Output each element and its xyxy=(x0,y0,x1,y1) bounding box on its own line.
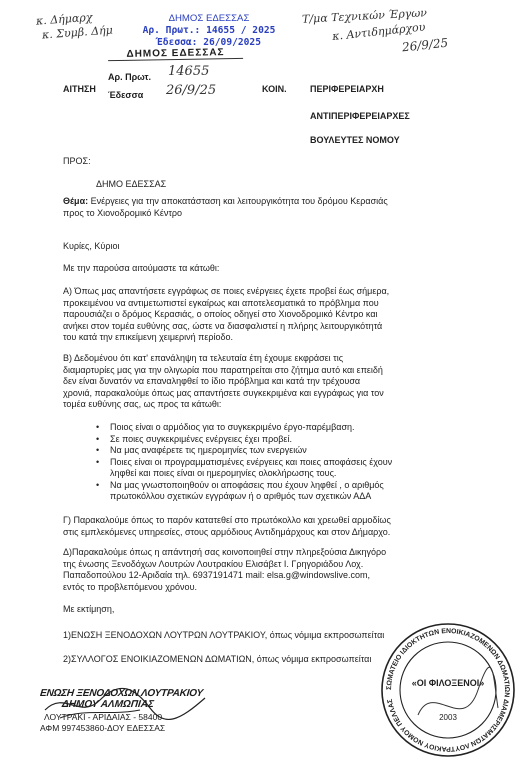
handwritten-note-line: κ. Συμβ. Δήμ xyxy=(41,23,114,42)
list-item: • Να μας αναφέρετε τις ημερομηνίες των ενεργειών xyxy=(110,445,500,457)
paragraph-line: του κατά την επικείμενη χειμερινή περίοδο. xyxy=(63,332,233,342)
subject xyxy=(63,196,493,219)
cc-recipient: ΒΟΥΛΕΥΤΕΣ ΝΟΜΟΥ xyxy=(310,135,400,145)
sender-stamp-line: ΑΦΜ 997453860-ΔΟΥ ΕΔΕΣΣΑΣ xyxy=(40,723,166,733)
paragraph-line: διαμαρτυρίες μας για την ολιγωρία που παρατηρείται στο ζήτημα αυτό και επειδή xyxy=(63,364,383,375)
handwritten-note-top-left xyxy=(36,12,113,40)
to-label: ΠΡΟΣ: xyxy=(63,156,91,166)
paragraph-line: δεν είναι δυνατόν να επαναληφθεί το ίδιο πρόβλημα και κατά την τρέχουσα xyxy=(63,376,361,386)
signature-scribble xyxy=(40,680,210,730)
seal-year: 2003 xyxy=(439,713,457,722)
closing: Με εκτίμηση, xyxy=(63,604,115,614)
ink-stamp-date-row xyxy=(108,83,243,100)
subject-label: Θέμα: xyxy=(63,196,89,206)
paragraph-line: εντός το προβλεπόμενου χρόνου. xyxy=(63,581,197,592)
handwritten-note-top-right xyxy=(302,8,448,53)
paragraph-b xyxy=(63,353,503,411)
sender-stamp-line: ΛΟΥΤΡΑΚΙ - ΑΡΙΔΑΙΑΣ - 58400 xyxy=(44,712,163,722)
paragraph-line: Γ) Παρακαλούμε όπως το παρόν κατατεθεί στο πρωτόκολλο και χρεωθεί αρμοδίως xyxy=(63,515,391,525)
signatory-1: 1)ΕΝΩΣΗ ΞΕΝΟΔΟΧΩΝ ΛΟΥΤΡΩΝ ΛΟΥΤΡΑΚΙΟΥ, όπως νόμιμα εκπροσωπείται xyxy=(63,630,385,640)
handwritten-note-line: κ. Δήμαρχ xyxy=(35,10,93,28)
paragraph-line: τομέα ευθύνης σας, ως προς τα κάτωθι: xyxy=(63,399,222,409)
protocol-stamp-municipality: ΔΗΜΟΣ ΕΔΕΣΣΑΣ xyxy=(168,13,250,24)
paragraph-line: Δ)Παρακαλούμε όπως η απάντησή σας κοινοποιηθεί στην πληρεξούσια Δικηγόρο xyxy=(63,547,387,557)
paragraph-a xyxy=(63,286,503,344)
signatory-2: 2)ΣΥΛΛΟΓΟΣ ΕΝΟΙΚΙΑΖΟΜΕΝΩΝ ΔΩΜΑΤΙΩΝ, όπως νόμιμα εκπροσωπείται xyxy=(63,654,372,664)
list-item: • Ποιος είναι ο αρμόδιος για το συγκεκριμένο έργο-παρέμβαση. xyxy=(110,422,500,434)
seal-outer-text: ΣΩΜΑΤΕΙΟ ΙΔΙΟΚΤΗΤΩΝ ΕΝΟΙΚΙΑΖΟΜΕΝΩΝ ΔΩΜΑΤΙΩΝ ΔΙΑΜΕΡΙΣΜΑΤΩΝ ΛΟΥΤΡΑΚΙΟΥ ΝΟΜΟΥ ΠΕΛΛΑΣ xyxy=(385,627,511,753)
request-list xyxy=(110,422,500,503)
list-item: • Ποιες είναι οι προγραμματισμένες ενέργειες και ποιες αποφάσεις έχουν ληφθεί και ποιες είναι οι ημερομηνίες ολοκλήρωσης τους. xyxy=(110,457,500,480)
paragraph-line: Παπαδοπούλου 12-Αριδαία τηλ. 6937191471 mail: elsa.g@windowslive.com, xyxy=(63,570,371,580)
paragraph-c xyxy=(63,515,503,538)
paragraph-line: Α) Όπως μας απαντήσετε εγγράφως σε ποιες ενέργειες έχετε προβεί έως σήμερα, xyxy=(63,286,390,296)
protocol-stamp xyxy=(124,13,294,49)
subject-text: Ενέργειες για την αποκατάσταση και λειτουργικότητα του δρόμου Κερασιάς xyxy=(88,196,388,206)
cc-recipient: ΠΕΡΙΦΕΡΕΙΑΡΧΗ xyxy=(310,84,384,94)
ink-stamp-number-label: Αρ. Πρωτ. xyxy=(108,72,152,82)
paragraph-line: ανήκει στον τομέα ευθύνης σας, ώστε να διασφαλιστεί η πλήρης λειτουργικότητά xyxy=(63,320,383,331)
seal-center-name: «ΟΙ ΦΙΛΟΞΕΝΟΙ» xyxy=(411,678,485,688)
protocol-stamp-date: Έδεσσα: 26/09/2025 xyxy=(157,37,261,48)
paragraph-d xyxy=(63,547,503,593)
ink-protocol-stamp xyxy=(108,48,243,110)
ink-stamp-number-value: 14655 xyxy=(168,64,210,79)
ink-stamp-date-value: 26/9/25 xyxy=(166,83,217,98)
paragraph-line: χρονιά, παρακαλούμε όπως μας απαντήσετε συγκεκριμένα και εγγράφως για τον xyxy=(63,387,384,398)
handwritten-note-line: κ. Αντιδημάρχου xyxy=(331,20,426,44)
handwritten-note-line: Τ/μα Τεχνικών Έργων xyxy=(301,6,428,26)
cc-prefix: ΚΟΙΝ. xyxy=(262,84,287,94)
round-seal xyxy=(378,620,518,760)
ink-stamp-date-label: Έδεσσα xyxy=(108,90,144,100)
paragraph-line: στις εμπλεκόμενες υπηρεσίες, στους αρμόδιους Αντιδημάρχους και στον Δήμαρχο. xyxy=(63,526,391,537)
ink-stamp-number-row xyxy=(108,64,243,82)
greeting: Κυρίες, Κύριοι xyxy=(63,241,120,251)
cc-recipient: ΑΝΤΙΠΕΡΙΦΕΡΕΙΑΡΧΕΣ xyxy=(310,111,410,121)
subject-text: προς το Χιονοδρομικό Κέντρο xyxy=(63,207,183,218)
paragraph-line: της ένωσης Ξενοδόχων Λουτρών Λουτρακίου Ελισάβετ Ι. Γρηγοριάδου Λοχ. xyxy=(63,558,364,569)
paragraph-line: Β) Δεδομένου ότι κατ' επανάληψη τα τελευταία έτη έχουμε εκφράσει τις xyxy=(63,353,344,363)
doc-type: ΑΙΤΗΣΗ xyxy=(63,84,96,94)
sender-stamp-line: ΔΗΜΟΥ ΑΛΜΩΠΙΑΣ xyxy=(61,699,155,710)
intro: Με την παρούσα αιτούμαστε τα κάτωθι: xyxy=(63,263,220,273)
list-item: • Σε ποιες συγκεκριμένες ενέργειες έχει προβεί. xyxy=(110,434,500,446)
paragraph-line: παρουσιάζει ο δρόμος Κερασιάς, ο οποίος οδηγεί στο Χιονοδρομικό Κέντρο και xyxy=(63,309,378,319)
list-item: • Να μας γνωστοποιηθούν οι αποφάσεις που έχουν ληφθεί , ο αριθμός πρωτοκόλλου σχετικών εγγράφων ή ο αριθμός των σχετικών ΑΔΑ xyxy=(110,480,500,503)
protocol-stamp-number: Αρ. Πρωτ.: 14655 / 2025 xyxy=(142,25,276,36)
sender-stamp-line: ΕΝΩΣΗ ΞΕΝΟΔΟΧΩΝ ΛΟΥΤΡΑΚΙΟΥ xyxy=(39,688,204,699)
handwritten-date: 26/9/25 xyxy=(401,35,449,55)
seal-signature-scribble xyxy=(418,667,498,715)
paragraph-line: προκειμένου να αντιμετωπιστεί εγκαίρως και αποτελεσματικά το πρόβλημα που xyxy=(63,297,379,308)
to-recipient: ΔΗΜΟ ΕΔΕΣΣΑΣ xyxy=(96,179,167,189)
ink-stamp-municipality: ΔΗΜΟΣ ΕΔΕΣΣΑΣ xyxy=(108,47,243,61)
